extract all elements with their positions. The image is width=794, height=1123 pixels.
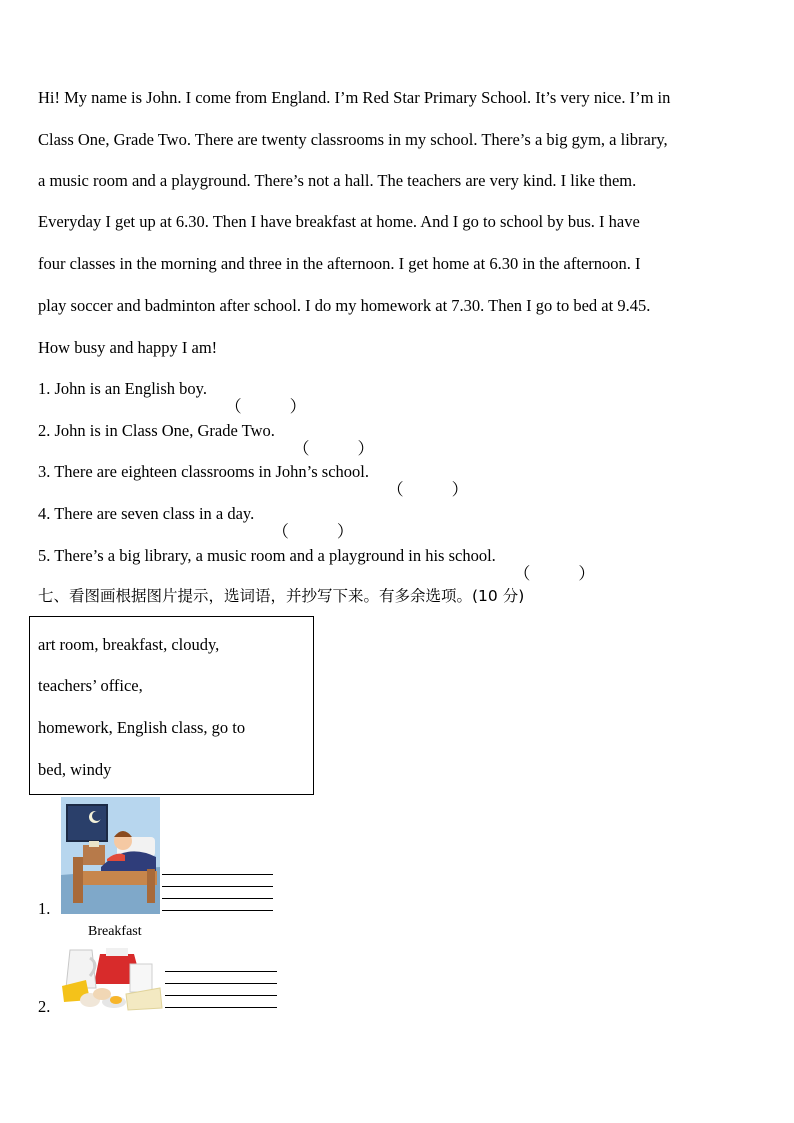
passage-line: Hi! My name is John. I come from England. I’m Red Star Primary School. It’s very nice. I’m in xyxy=(38,88,671,107)
writing-line[interactable] xyxy=(162,898,273,899)
question-text: 4. There are seven class in a day. xyxy=(38,504,255,523)
word-box-line: bed, windy xyxy=(38,760,112,779)
writing-line[interactable] xyxy=(162,886,273,887)
breakfast-food-image xyxy=(60,942,164,1012)
word-box-line: teachers’ office, xyxy=(38,676,143,695)
passage-line: Everyday I get up at 6.30. Then I have breakfast at home. And I go to school by bus. I have xyxy=(38,212,640,231)
passage-line: How busy and happy I am! xyxy=(38,338,218,357)
item-number: 1. xyxy=(38,899,51,918)
writing-line[interactable] xyxy=(162,910,273,911)
passage-line: four classes in the morning and three in the afternoon. I get home at 6.30 in the afternoon. I xyxy=(38,254,641,273)
question-1: 1. John is an English boy. （ ） xyxy=(38,379,307,416)
section-heading: 七、看图画根据图片提示，选词语，并抄写下来。有多余选项。(10 分) xyxy=(38,587,525,605)
picture-caption: Breakfast xyxy=(88,924,142,939)
writing-line[interactable] xyxy=(165,1007,277,1008)
writing-line[interactable] xyxy=(165,983,277,984)
word-box-line: homework, English class, go to xyxy=(38,718,246,737)
question-2: 2. John is in Class One, Grade Two. （ ） xyxy=(38,421,374,458)
writing-line[interactable] xyxy=(165,971,277,972)
question-text: 2. John is in Class One, Grade Two. xyxy=(38,421,275,440)
question-4: 4. There are seven class in a day. （ ） xyxy=(38,504,354,541)
word-box xyxy=(29,616,314,795)
writing-line[interactable] xyxy=(165,995,277,996)
question-5: 5. There’s a big library, a music room and a playground in his school. （ ） xyxy=(38,546,595,583)
question-text: 3. There are eighteen classrooms in John’s school. xyxy=(38,462,369,481)
question-text: 1. John is an English boy. xyxy=(38,379,207,398)
passage-line: Class One, Grade Two. There are twenty classrooms in my school. There’s a big gym, a library, xyxy=(38,130,668,149)
question-3: 3. There are eighteen classrooms in John’s school. （ ） xyxy=(38,462,469,499)
passage-line: play soccer and badminton after school. I do my homework at 7.30. Then I go to bed at 9.45. xyxy=(38,296,651,315)
boy-sleeping-in-bed-image xyxy=(61,797,160,914)
item-number: 2. xyxy=(38,997,51,1016)
passage-line: a music room and a playground. There’s not a hall. The teachers are very kind. I like them. xyxy=(38,171,637,190)
writing-line[interactable] xyxy=(162,874,273,875)
word-box-line: art room, breakfast, cloudy, xyxy=(38,635,220,654)
question-text: 5. There’s a big library, a music room and a playground in his school. xyxy=(38,546,496,565)
